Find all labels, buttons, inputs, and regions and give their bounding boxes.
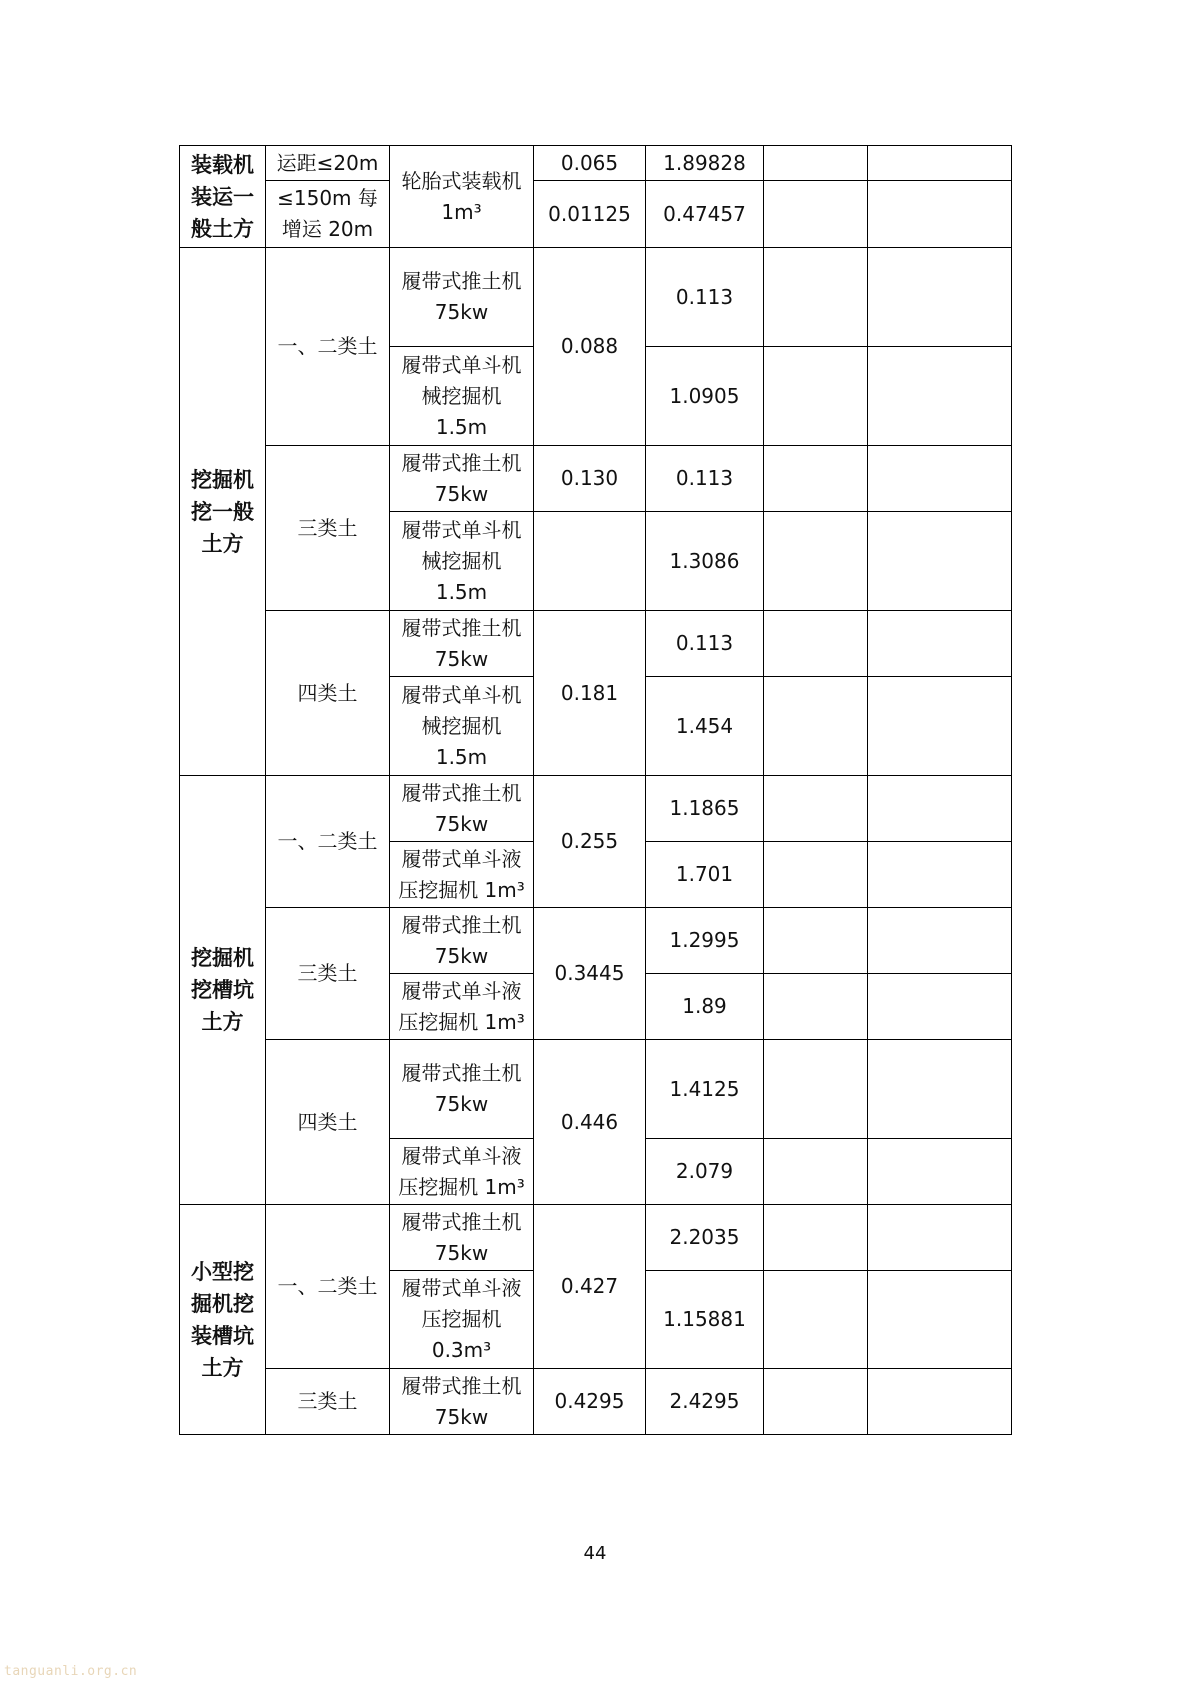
value-cell: 0.4295	[534, 1369, 646, 1435]
value-cell: 1.1865	[646, 776, 764, 842]
page-number: 44	[583, 1543, 607, 1564]
soil-class-cell: 三类土	[266, 446, 390, 611]
soil-class-cell: 一、二类土	[266, 248, 390, 446]
empty-cell	[764, 181, 868, 248]
empty-cell	[868, 1369, 1012, 1435]
table-row	[180, 146, 1012, 181]
soil-class-cell: 一、二类土	[266, 776, 390, 908]
machine-cell: 履带式单斗机械挖掘机 1.5m	[390, 677, 534, 776]
value-cell: 1.2995	[646, 908, 764, 974]
table-row	[180, 611, 1012, 677]
table-row	[180, 908, 1012, 974]
distance-cell: ≤150m 每增运 20m	[266, 181, 390, 248]
distance-cell: 运距≤20m	[266, 146, 390, 181]
empty-cell	[868, 611, 1012, 677]
empty-cell	[868, 1040, 1012, 1139]
table-row	[180, 181, 1012, 248]
machine-cell: 履带式推土机 75kw	[390, 776, 534, 842]
value-cell: 0.427	[534, 1205, 646, 1369]
value-cell: 0.01125	[534, 181, 646, 248]
table-row	[180, 1205, 1012, 1271]
value-cell: 0.065	[534, 146, 646, 181]
empty-cell	[868, 677, 1012, 776]
soil-class-cell: 一、二类土	[266, 1205, 390, 1369]
empty-cell	[764, 677, 868, 776]
value-cell: 1.15881	[646, 1271, 764, 1369]
empty-cell	[868, 446, 1012, 512]
empty-cell	[764, 446, 868, 512]
empty-cell	[868, 1271, 1012, 1369]
empty-cell	[534, 512, 646, 611]
value-cell: 2.079	[646, 1139, 764, 1205]
empty-cell	[868, 181, 1012, 248]
empty-cell	[868, 1139, 1012, 1205]
empty-cell	[764, 512, 868, 611]
empty-cell	[868, 776, 1012, 842]
empty-cell	[764, 1369, 868, 1435]
machine-cell: 履带式单斗液压挖掘机 1m³	[390, 842, 534, 908]
table-row	[180, 248, 1012, 347]
value-cell: 0.113	[646, 248, 764, 347]
value-cell: 1.454	[646, 677, 764, 776]
soil-class-cell: 三类土	[266, 908, 390, 1040]
empty-cell	[868, 248, 1012, 347]
value-cell: 0.088	[534, 248, 646, 446]
empty-cell	[868, 146, 1012, 181]
value-cell: 1.89828	[646, 146, 764, 181]
machine-cell: 履带式单斗液压挖掘机 1m³	[390, 974, 534, 1040]
soil-class-cell: 四类土	[266, 1040, 390, 1205]
machine-cell: 履带式推土机 75kw	[390, 611, 534, 677]
empty-cell	[764, 908, 868, 974]
value-cell: 0.113	[646, 611, 764, 677]
table-row	[180, 1369, 1012, 1435]
machine-cell: 履带式单斗机械挖掘机 1.5m	[390, 512, 534, 611]
machine-cell: 履带式推土机 75kw	[390, 248, 534, 347]
quota-table	[179, 145, 1012, 1435]
value-cell: 1.4125	[646, 1040, 764, 1139]
empty-cell	[764, 776, 868, 842]
empty-cell	[868, 512, 1012, 611]
machine-cell: 履带式单斗液压挖掘机 1m³	[390, 1139, 534, 1205]
category-cell: 小型挖掘机挖装槽坑土方	[180, 1205, 266, 1435]
value-cell: 0.181	[534, 611, 646, 776]
machine-cell: 履带式单斗液压挖掘机 0.3m³	[390, 1271, 534, 1369]
machine-cell: 履带式推土机 75kw	[390, 446, 534, 512]
empty-cell	[764, 1040, 868, 1139]
machine-cell: 履带式推土机 75kw	[390, 1369, 534, 1435]
category-cell: 装载机装运一般土方	[180, 146, 266, 248]
empty-cell	[868, 1205, 1012, 1271]
value-cell: 1.89	[646, 974, 764, 1040]
empty-cell	[764, 146, 868, 181]
empty-cell	[764, 974, 868, 1040]
value-cell: 1.0905	[646, 347, 764, 446]
empty-cell	[764, 842, 868, 908]
value-cell: 0.130	[534, 446, 646, 512]
empty-cell	[764, 1271, 868, 1369]
value-cell: 0.47457	[646, 181, 764, 248]
soil-class-cell: 三类土	[266, 1369, 390, 1435]
machine-cell: 轮胎式装载机 1m³	[390, 146, 534, 248]
empty-cell	[868, 842, 1012, 908]
empty-cell	[764, 1205, 868, 1271]
empty-cell	[868, 974, 1012, 1040]
table-row	[180, 446, 1012, 512]
machine-cell: 履带式推土机 75kw	[390, 1205, 534, 1271]
machine-cell: 履带式单斗机械挖掘机 1.5m	[390, 347, 534, 446]
table-row	[180, 1040, 1012, 1139]
empty-cell	[764, 347, 868, 446]
soil-class-cell: 四类土	[266, 611, 390, 776]
empty-cell	[868, 908, 1012, 974]
value-cell: 0.446	[534, 1040, 646, 1205]
value-cell: 2.4295	[646, 1369, 764, 1435]
empty-cell	[764, 611, 868, 677]
value-cell: 0.113	[646, 446, 764, 512]
value-cell: 0.3445	[534, 908, 646, 1040]
empty-cell	[764, 248, 868, 347]
category-cell: 挖掘机挖槽坑土方	[180, 776, 266, 1205]
category-cell: 挖掘机挖一般土方	[180, 248, 266, 776]
machine-cell: 履带式推土机 75kw	[390, 908, 534, 974]
empty-cell	[764, 1139, 868, 1205]
value-cell: 1.3086	[646, 512, 764, 611]
value-cell: 0.255	[534, 776, 646, 908]
empty-cell	[868, 347, 1012, 446]
value-cell: 1.701	[646, 842, 764, 908]
watermark-text: tanguanli.org.cn	[4, 1664, 138, 1679]
machine-cell: 履带式推土机 75kw	[390, 1040, 534, 1139]
value-cell: 2.2035	[646, 1205, 764, 1271]
table-row	[180, 776, 1012, 842]
